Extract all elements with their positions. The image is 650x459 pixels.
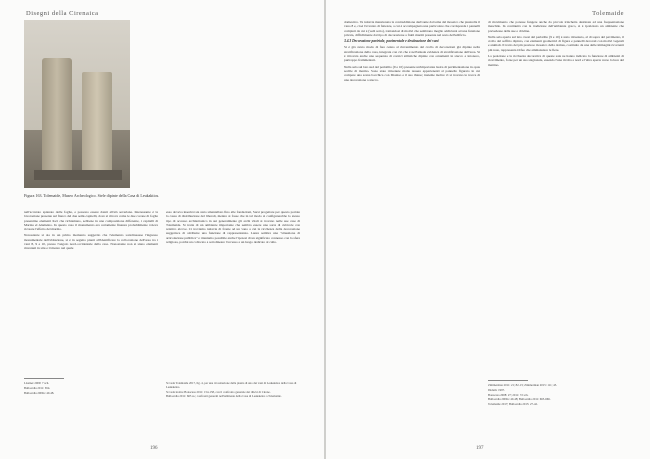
footnote-rule [488,380,528,381]
left-column-1 [24,210,158,370]
right-column-1 [344,20,480,380]
figure-caption: Figura 163. Tolemaide, Museo Archeologico. Stele dipinte della Casa di Leukaktios. [24,193,160,198]
stele-left [42,58,72,176]
footnote: Bonacasa 2008: 27; 2011: 72 sch. [488,392,529,397]
stele-plinth [34,170,122,180]
left-column-2 [166,210,300,370]
paragraph: Nella sala sul lato sud del peristilio (9 e 10) presente un'importante lastra di pavimentazione in opus sectile di marmo. Sono state rinvenute molte tessere appartenenti al pannello figurato in cui compare una scena bacchica con Dioniso e il suo thiaso; insieme inoltre vi si trovano le tracce di una decorazione a stucco. [344,64,480,82]
running-head-left: Disegni della Cirenaica [26,10,99,17]
section-heading: 3.4.3 Decorazione parietale, pavimentale e destinazione dei vani [344,39,439,44]
paragraph: esso doveva inserirsi sia stato smantellato fino alle fondazioni, Sarsi progettare per questo portale la cassa di distribuzione del liberali, mentre si fosse che in tal modo si configurerebbe lo stesso tipo di accesso architettonico in sui generalmente gli archi vitali si trovano nelle sue case di Tolemaide. Si tratta di un ambiente importante che sembra essere una sorta di cubicole con relativo alcove. Ci troviamo tuttavia di fronte ad un vano a cui la ricchezza della decorazione suggerisce di attribuire una funzione di rappresentanza. Lanza sembra una "situazione di articolazione pubblica" e riteniamo possibile anche l'ipotesi di un significato connesso con la sfera religiosa, poiché un collocato a sottolineare l'accesso a un luogo dedicato al culto. [166,210,300,245]
footnote: Tolemaide 2017; Bulloardia 2015: 27-42. [488,402,538,407]
paragraph: nell'accurato spianato delle foglie, e possono essere datati all'età severiana. Interessante è la lavorazione presente sul fianco del due semi-capitelli, dove si ritrova come le due corone di foglie presentino elementi lisci che richiamano, sebbene in una composizione differente, i capitelli di Marina el Alameino. In questo caso il monumento era certamente finanza probabilmente voleva ricreare l'effetto del marmo. [24,210,158,232]
footnotes-right-page [488,384,624,440]
paragraph: domestico. Va tuttavia menzionata la contraddizione derivante dal tema del mosaico che piastrella il vano 8 e, cioè l'avvento di fattezze, a cui è accompagnata una particolare che corrisponde i pannelli completi da cui è (vedi sotto), trattandosi di motivi che sembrano meglio addiciarsi ad una funzione privata, difficilmente dal tipo di decorazione a frutti marmi presente nel resto dell'edificio. [344,20,480,37]
footnote: Si veda inoltre Bonacasa 2011: 154-158, con il confronto generale dei rilievi di Cirene. [166,389,271,394]
running-head-right: Tolemaide [592,10,624,17]
page-number-left: 196 [150,446,158,451]
footnote: Si veda Tolemaide 2017, fig. 4, per una ricostruzione della pianta di uno dei vani di Leukaktios della Casa di Leukaktios. [166,382,297,389]
paragraph: Nella sala aperta sul lato ovest del peristilio (9 e 10) è stato rinvenuto, al di sopra del pavimento, il crollo del soffitto dipinto, con elementi geometrici di figura e pannelli decorati con motivi vegetali e animali. Il tratto del più prezioso mosaico della domus, costituito da una delle immagini ricorrenti più note, rappresenta Orfeo che ammansisce le fiere. [488,34,624,52]
footnotes-right-col [166,382,300,432]
page-number-right: 197 [476,446,484,451]
photo-wall [24,20,130,130]
footnote: Zimmerman 2011: 21; 82-13; Zimmerman 2015: 111; 45. [488,384,557,387]
footnote-rule [24,378,64,379]
paragraph: Si è già avuto modo di fare cenno al rinvenimento del crollo di decorazioni già dipinte nella stratificazione della casa, integrata con ciò che è nell'attuale evidenza di stratificazione dell'area. Si è ritrovata anche una sequenza di cornici stilistiche dipinte con ornamenti in stucco e intonaco, purtroppo frammentari. [344,45,480,63]
footnote: Bulloardia 2011: 654. [24,385,51,390]
stele-right [82,72,112,176]
footnote: Bulloardia 2009a: 40-48; Bulloardia 2011: 665-666. [488,397,551,402]
paragraph: La posizione e la ricchezza decorativa di queste sale ne hanno indicato la funzione di ambienti di ricevimento, forse per un uso stagionale, essendo l'una rivolta a nord e l'altra aperta verso la luce del mattino. [488,54,624,67]
footnote: Ibidem: 1997. [488,387,505,392]
footnote: Bulloardia 2011: 665 ss.; confronti generali nell'ambiente della Casa di Leukaktios a Tolemaide. [166,394,282,399]
paragraph: di movimento che potesse fungere anche da piccola trinchetta destinata ad una frequentazione maschile. In continuità con la tradizione dell'ambiente greco, si è ipotizzato un ambiente che prevedesse delle sue e di kline. [488,20,624,33]
left-page [0,0,324,459]
paragraph: Nonostante si sia in un primo momento suggerito che l'elemento sottolineasse l'ingresso monumentale dell'abitazione, si è in seguito piantì all'identificare la collocazione dell'area tra i vani 8, 9 e 10, presso l'angolo nord-occidentale della casa. Nonostante non si siano elementi rinvenuti in situ e il mezzo nel quale [24,233,158,251]
footnotes-left-col [24,382,158,422]
right-page [326,0,650,459]
footnote: Bulloardia 2009a: 40-48. [24,390,55,395]
right-column-2 [488,20,624,320]
museum-photo [24,20,130,188]
footnote: Lissiner 2009: 7 sch. [24,382,49,385]
